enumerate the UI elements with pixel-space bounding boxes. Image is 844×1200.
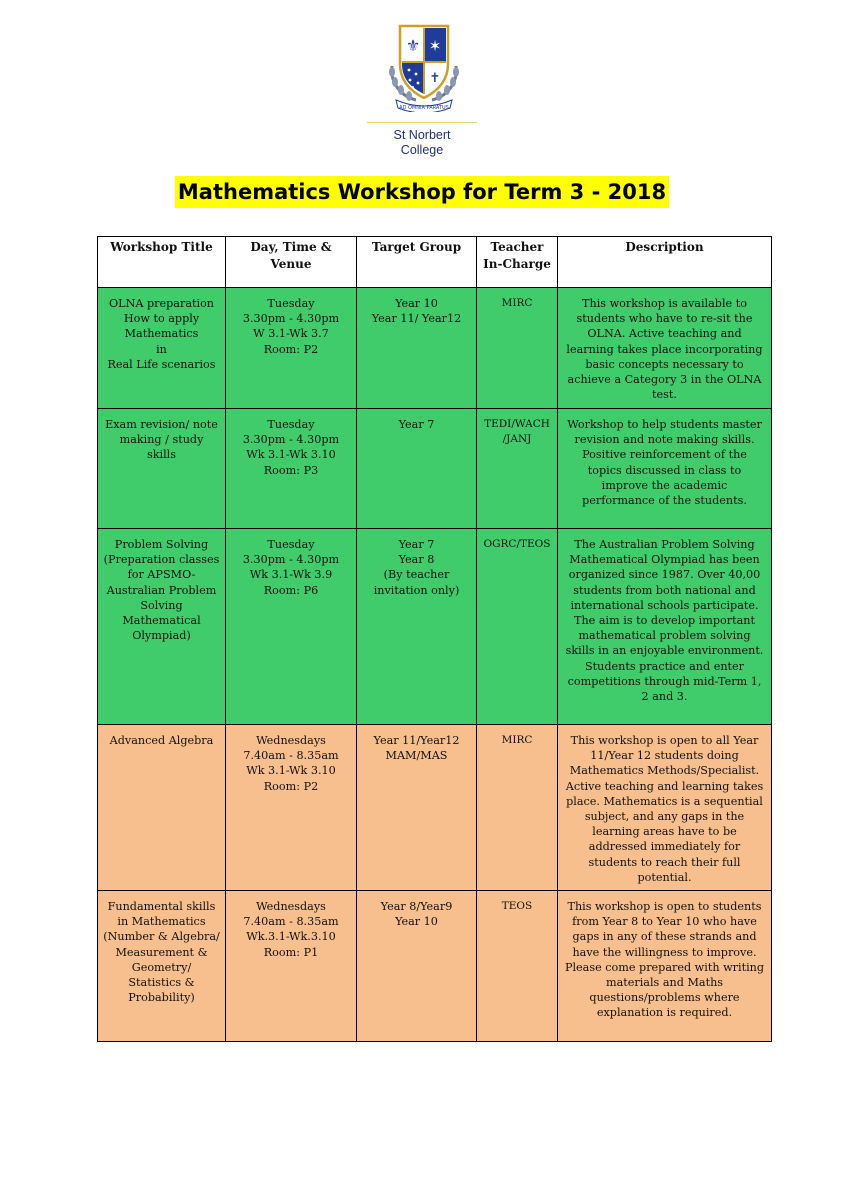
workshop-title-cell-line: making / study (119, 433, 204, 447)
day-time-venue-cell-line: Wk 3.1-Wk 3.10 (246, 764, 336, 778)
column-header-day-time-venue: Day, Time & Venue (226, 237, 357, 288)
svg-text:✶: ✶ (428, 37, 442, 55)
teacher-cell: TEOS (477, 891, 558, 1042)
target-group-cell-line: Year 8 (398, 553, 435, 567)
target-group-cell-line: invitation only) (373, 583, 460, 597)
table-header-row (98, 237, 772, 288)
school-name (330, 122, 514, 158)
day-time-venue-cell-line: W 3.1-Wk 3.7 (253, 327, 329, 341)
day-time-venue-cell-line: 3.30pm - 4.30pm (242, 433, 340, 447)
school-name-line1: St Norbert (393, 128, 451, 142)
workshop-title-cell (98, 891, 226, 1042)
table-row (98, 725, 772, 891)
workshop-title-cell-line: Fundamental skills (107, 900, 216, 913)
teacher-cell: MIRC (477, 725, 558, 891)
table-row (98, 288, 772, 409)
target-group-cell-line: Year 8/Year9 (380, 900, 453, 913)
svg-text:⚜: ⚜ (405, 36, 421, 55)
workshop-title-cell-line: in Mathematics (117, 915, 206, 929)
day-time-venue-cell (226, 891, 357, 1042)
workshop-title-cell-line: for APSMO- (127, 568, 196, 582)
workshop-title-cell-line: How to apply (123, 312, 200, 326)
workshop-title-cell (98, 288, 226, 409)
college-crest-logo (380, 20, 468, 112)
day-time-venue-cell-line: 7.40am - 8.35am (243, 749, 339, 763)
description-cell: This workshop is open to students from Year 8 to Year 10 who have gaps in any of these strands and have the willingness to improve. Please come prepared with writing materials and Maths questions/problems where explanation is required. (558, 891, 772, 1042)
workshop-title-cell-line: Advanced Algebra (109, 734, 214, 747)
page-title: Mathematics Workshop for Term 3 - 2018 (175, 176, 669, 208)
column-header-target-group: Target Group (357, 237, 477, 288)
target-group-cell-line: Year 11/Year12 (373, 734, 460, 747)
day-time-venue-cell-line: Room: P3 (263, 463, 319, 477)
target-group-cell (357, 891, 477, 1042)
target-group-cell-line: Year 11/ Year12 (371, 312, 462, 326)
workshop-title-cell-line: Exam revision/ note (105, 418, 218, 431)
target-group-cell-line: Year 7 (398, 538, 435, 551)
workshop-title-cell-line: Mathematics (124, 327, 199, 341)
description-cell: The Australian Problem Solving Mathematical Olympiad has been organized since 1987. Over 40,00 students from both national and international schools participate. The aim is to develop important mathematical problem solving skills in an enjoyable environment. Students practice and enter competitions through mid-Term 1, 2 and 3. (558, 529, 772, 725)
target-group-cell-line: Year 7 (398, 418, 435, 431)
target-group-cell (357, 409, 477, 529)
workshop-title-cell-line: in (156, 342, 167, 356)
workshop-title-cell-line: Solving (140, 598, 183, 612)
column-header-description: Description (558, 237, 772, 288)
day-time-venue-cell-line: Room: P2 (263, 779, 319, 793)
motto: AD OMNIA PARATUS (399, 105, 449, 111)
day-time-venue-cell-line: Tuesday (267, 297, 315, 310)
teacher-cell: TEDI/WACH /JANJ (477, 409, 558, 529)
day-time-venue-cell (226, 529, 357, 725)
day-time-venue-cell-line: Wednesdays (256, 734, 326, 747)
day-time-venue-cell-line: Room: P1 (263, 945, 319, 959)
target-group-cell (357, 725, 477, 891)
column-header-workshop-title: Workshop Title (98, 237, 226, 288)
description-cell: This workshop is available to students who have to re-sit the OLNA. Active teaching and learning takes place incorporating basic concepts necessary to achieve a Category 3 in the OLNA test. (558, 288, 772, 409)
teacher-cell: OGRC/TEOS (477, 529, 558, 725)
day-time-venue-cell-line: Tuesday (267, 418, 315, 431)
workshop-title-cell-line: Real Life scenarios (107, 357, 216, 371)
description-cell: This workshop is open to all Year 11/Year 12 students doing Mathematics Methods/Specialist. Active teaching and learning takes place. Mathematics is a sequential subject, and any gaps in the learning areas have to be addressed immediately for students to reach their full potential. (558, 725, 772, 891)
target-group-cell-line: Year 10 (395, 915, 438, 929)
target-group-cell-line: (By teacher (383, 568, 450, 582)
column-header-teacher-in-charge: Teacher In-Charge (477, 237, 558, 288)
day-time-venue-cell-line: Wk.3.1-Wk.3.10 (246, 930, 336, 944)
day-time-venue-cell (226, 288, 357, 409)
workshop-title-cell-line: Problem Solving (114, 538, 209, 551)
day-time-venue-cell (226, 409, 357, 529)
day-time-venue-cell-line: Room: P2 (263, 342, 319, 356)
workshop-title-cell (98, 409, 226, 529)
workshop-title-cell-line: OLNA preparation (108, 297, 215, 310)
workshop-title-cell-line: Geometry/ (131, 960, 192, 974)
description-cell: Workshop to help students master revision and note making skills. Positive reinforcement of the topics discussed in class to improve the academic performance of the students. (558, 409, 772, 529)
target-group-cell (357, 529, 477, 725)
day-time-venue-cell-line: Wk 3.1-Wk 3.10 (246, 448, 336, 462)
workshop-title-cell-line: Probability) (128, 991, 195, 1005)
workshop-title-cell-line: Statistics & (128, 976, 195, 990)
workshop-title-cell-line: Australian Problem (106, 583, 217, 597)
workshop-title-cell (98, 529, 226, 725)
table-row (98, 891, 772, 1042)
workshop-title-cell-line: Olympiad) (132, 629, 191, 643)
workshop-title-cell-line: (Number & Algebra/ (103, 930, 220, 944)
target-group-cell-line: Year 10 (395, 297, 438, 310)
teacher-cell: MIRC (477, 288, 558, 409)
workshop-title-cell-line: Mathematical (122, 614, 201, 628)
day-time-venue-cell-line: Wednesdays (256, 900, 326, 913)
workshop-title-cell-line: (Preparation classes (103, 553, 220, 567)
workshop-table (97, 236, 772, 1042)
day-time-venue-cell-line: 7.40am - 8.35am (243, 915, 339, 929)
workshop-title-cell-line: Measurement & (115, 945, 208, 959)
day-time-venue-cell (226, 725, 357, 891)
school-name-line2: College (400, 143, 444, 157)
target-group-cell-line: MAM/MAS (385, 749, 448, 763)
day-time-venue-cell-line: Wk 3.1-Wk 3.9 (249, 568, 333, 582)
table-row (98, 409, 772, 529)
day-time-venue-cell-line: 3.30pm - 4.30pm (242, 553, 340, 567)
workshop-title-cell-line: skills (147, 448, 176, 462)
day-time-venue-cell-line: 3.30pm - 4.30pm (242, 312, 340, 326)
svg-text:✝: ✝ (429, 71, 441, 86)
table-row (98, 529, 772, 725)
target-group-cell (357, 288, 477, 409)
day-time-venue-cell-line: Tuesday (267, 538, 315, 551)
workshop-title-cell (98, 725, 226, 891)
day-time-venue-cell-line: Room: P6 (263, 583, 319, 597)
